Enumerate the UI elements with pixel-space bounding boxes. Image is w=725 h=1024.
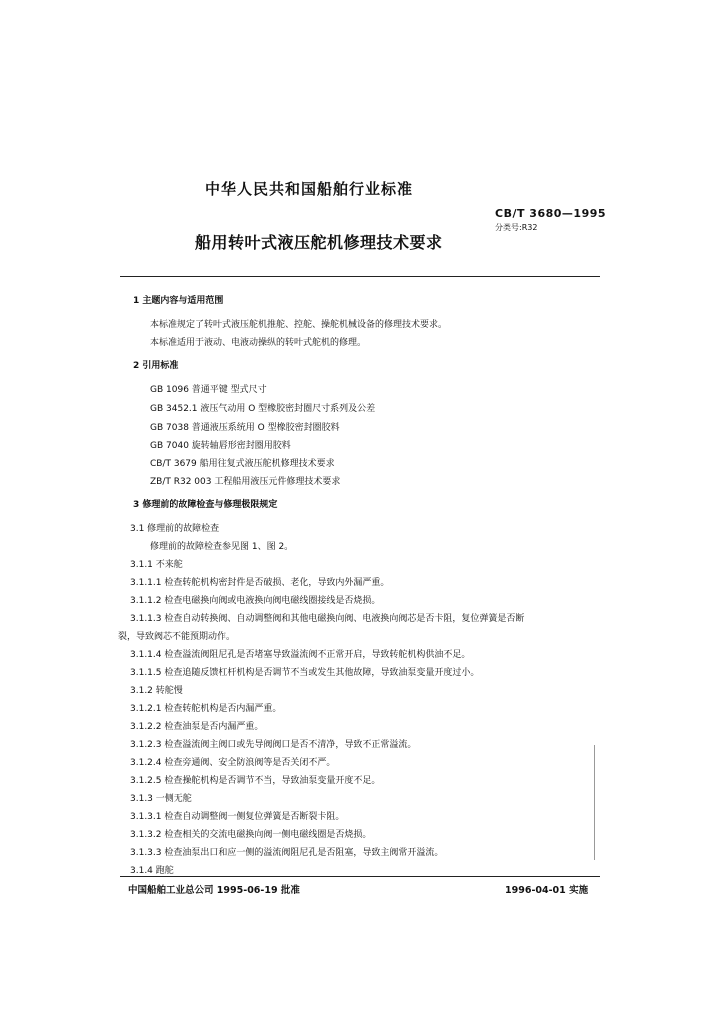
section-3-line: 3.1.2.3 检查溢流阀主阀口或先导阀阀口是否不清净，导致不正常溢流。 [130, 740, 417, 750]
section-3-line: 3.1.3.1 检查自动调整阀一侧复位弹簧是否断裂卡阻。 [130, 812, 345, 822]
header-divider [120, 276, 600, 277]
section-3-line: 3.1.2.2 检查油泵是否内漏严重。 [130, 722, 264, 732]
section-3-line: 3.1.4 跑舵 [130, 866, 174, 876]
section-1-heading: 1 主题内容与适用范围 [133, 296, 224, 306]
section-3-line: 3.1.1.1 检查转舵机构密封件是否破损、老化，导致内外漏严重。 [130, 578, 390, 588]
section-3-line: 3.1.1.5 检查追随反馈杠杆机构是否调节不当或发生其他故障，导致油泵变量开度过小。 [130, 668, 480, 678]
classification-number: 分类号:R32 [495, 223, 538, 232]
section-1-line: 本标准规定了转叶式液压舵机推舵、控舵、操舵机械设备的修理技术要求。 [150, 320, 448, 330]
section-3-heading: 3 修理前的故障检查与修理极限规定 [133, 500, 278, 510]
scan-margin-mark [594, 745, 595, 860]
section-3-line: 3.1.1.4 检查溢流阀阻尼孔是否堵塞导致溢流阀不正常开启，导致转舵机构供油不足。 [130, 650, 471, 660]
reference-item: GB 7038 普通液压系统用 O 型橡胶密封圈胶料 [150, 423, 340, 433]
section-2-heading: 2 引用标准 [133, 361, 179, 371]
reference-item: ZB/T R32 003 工程船用液压元件修理技术要求 [150, 477, 341, 487]
section-3-line: 3.1.2.4 检查旁通阀、安全防浪阀等是否关闭不严。 [130, 758, 336, 768]
section-1-line: 本标准适用于液动、电液动操纵的转叶式舵机的修理。 [150, 338, 367, 348]
section-3-line: 3.1.1.2 检查电磁换向阀或电液换向阀电磁线圈接线是否烧损。 [130, 596, 381, 606]
standard-org-heading: 中华人民共和国船舶行业标准 [205, 180, 414, 198]
section-3-line: 3.1.1.3 检查自动转换阀、自动调整阀和其他电磁换向阀、电液换向阀芯是否卡阻，复位弹簧是否断 [130, 614, 525, 624]
section-3-line: 3.1.2.5 检查操舵机构是否调节不当，导致油泵变量开度不足。 [130, 776, 381, 786]
reference-item: CB/T 3679 船用往复式液压舵机修理技术要求 [150, 459, 335, 469]
footer-divider [120, 876, 600, 877]
section-3-line: 3.1.3.3 检查油泵出口和应一侧的溢流阀阻尼孔是否阻塞，导致主阀常开溢流。 [130, 848, 444, 858]
section-3-line: 3.1.1 不来舵 [130, 560, 183, 570]
section-3-line: 3.1.2.1 检查转舵机构是否内漏严重。 [130, 704, 282, 714]
section-3-line: 裂，导致阀芯不能预期动作。 [118, 632, 236, 642]
section-3-line: 3.1.2 转舵慢 [130, 686, 183, 696]
reference-item: GB 1096 普通平键 型式尺寸 [150, 385, 267, 395]
reference-item: GB 3452.1 液压气动用 O 型橡胶密封圈尺寸系列及公差 [150, 404, 376, 414]
approval-date: 中国船舶工业总公司 1995-06-19 批准 [128, 885, 300, 896]
section-3-line: 3.1.3 一侧无舵 [130, 794, 192, 804]
section-3-line: 3.1 修理前的故障检查 [130, 524, 220, 534]
effective-date: 1996-04-01 实施 [505, 885, 589, 896]
reference-item: GB 7040 旋转轴唇形密封圈用胶料 [150, 441, 291, 451]
document-title: 船用转叶式液压舵机修理技术要求 [195, 233, 443, 252]
section-3-line: 修理前的故障检查参见图 1、图 2。 [150, 542, 294, 552]
section-3-line: 3.1.3.2 检查相关的交流电磁换向阀一侧电磁线圈是否烧损。 [130, 830, 372, 840]
standard-code: CB/T 3680—1995 [495, 207, 607, 220]
